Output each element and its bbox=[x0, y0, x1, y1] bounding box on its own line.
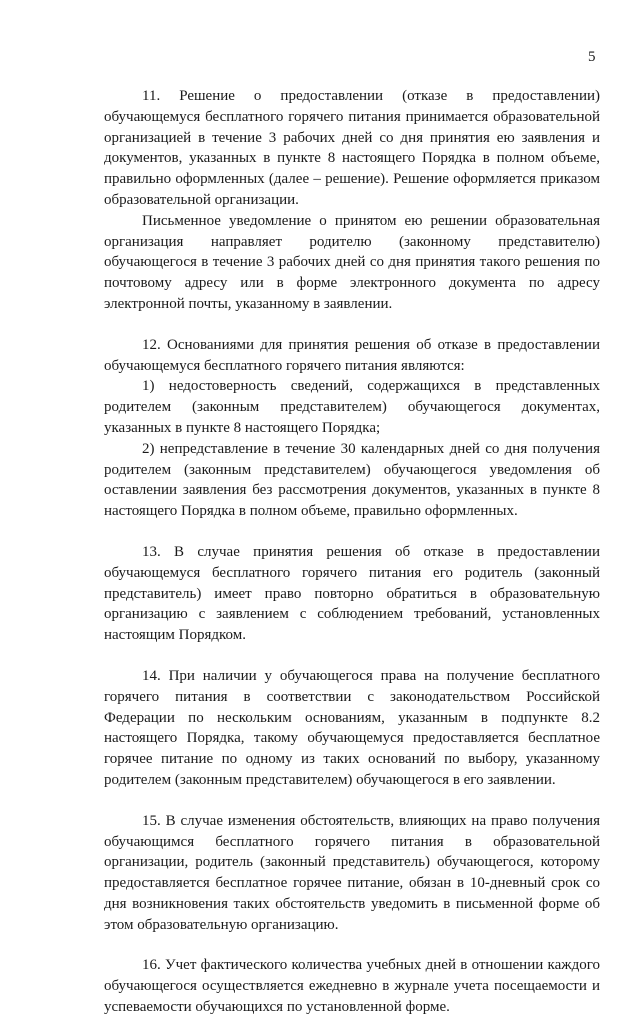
paragraph-13: 13. В случае принятия решения об отказе в предоставлении обучающемуся бесплатного горячего питания его родитель (законный представитель) имеет право повторно обратиться в образовательную организацию с заявлением с соблюдением требований, установленных настоящим Порядком. bbox=[104, 543, 600, 644]
paragraph-16: 16. Учет фактического количества учебных дней в отношении каждого обучающегося осуществляется ежедневно в журнале учета посещаемости и успеваемости обучающихся по установленной форме. bbox=[104, 957, 600, 1016]
paragraph-12: 12. Основаниями для принятия решения об отказе в предоставлении обучающемуся бесплатного горячего питания являются: bbox=[104, 336, 600, 374]
page-number: 5 bbox=[588, 49, 596, 65]
document-body bbox=[104, 86, 600, 1018]
paragraph-11: 11. Решение о предоставлении (отказе в предоставлении) обучающемуся бесплатного горячего питания принимается образовательной организацией в течение 3 рабочих дней со дня принятия ею заявления и документов, указанных в пункте 8 настоящего Порядка в полном объеме, правильно оформленных (далее – решение). Решение оформляется приказом образовательной организации. bbox=[104, 88, 600, 208]
paragraph-15: 15. В случае изменения обстоятельств, влияющих на право получения обучающимся бесплатного горячего питания в образовательной организации, родитель (законный представитель) обучающегося, которому предоставляется бесплатное горячее питание, обязан в 10-дневный срок со дня возникновения таких обстоятельств уведомить в письменной форме об этом образовательную организацию. bbox=[104, 812, 600, 933]
paragraph-12-item-2: 2) непредставление в течение 30 календарных дней со дня получения родителем (законным представителем) обучающегося уведомления об оставлении заявления без рассмотрения документов, указанных в пункте 8 настоящего Порядка в полном объеме, правильно оформленных. bbox=[104, 440, 600, 520]
paragraph-14: 14. При наличии у обучающегося права на получение бесплатного горячего питания в соответствии с законодательством Российской Федерации по нескольким основаниям, указанным в подпункте 8.2 настоящего Порядка, такому обучающемуся предоставляется бесплатное горячее питание по одному из таких оснований по выбору, указанному родителем (законным представителем) обучающегося в его заявлении. bbox=[104, 667, 600, 788]
paragraph-12-item-1: 1) недостоверность сведений, содержащихся в представленных родителем (законным представителем) обучающегося документах, указанных в пункте 8 настоящего Порядка; bbox=[104, 378, 600, 436]
paragraph-11-notice: Письменное уведомление о принятом ею решении образовательная организация направляет родителю (законному представителю) обучающегося в течение 3 рабочих дней со дня принятия такого решения по почтовому адресу или в форме электронного документа по адресу электронной почты, указанному в заявлении. bbox=[104, 212, 600, 312]
